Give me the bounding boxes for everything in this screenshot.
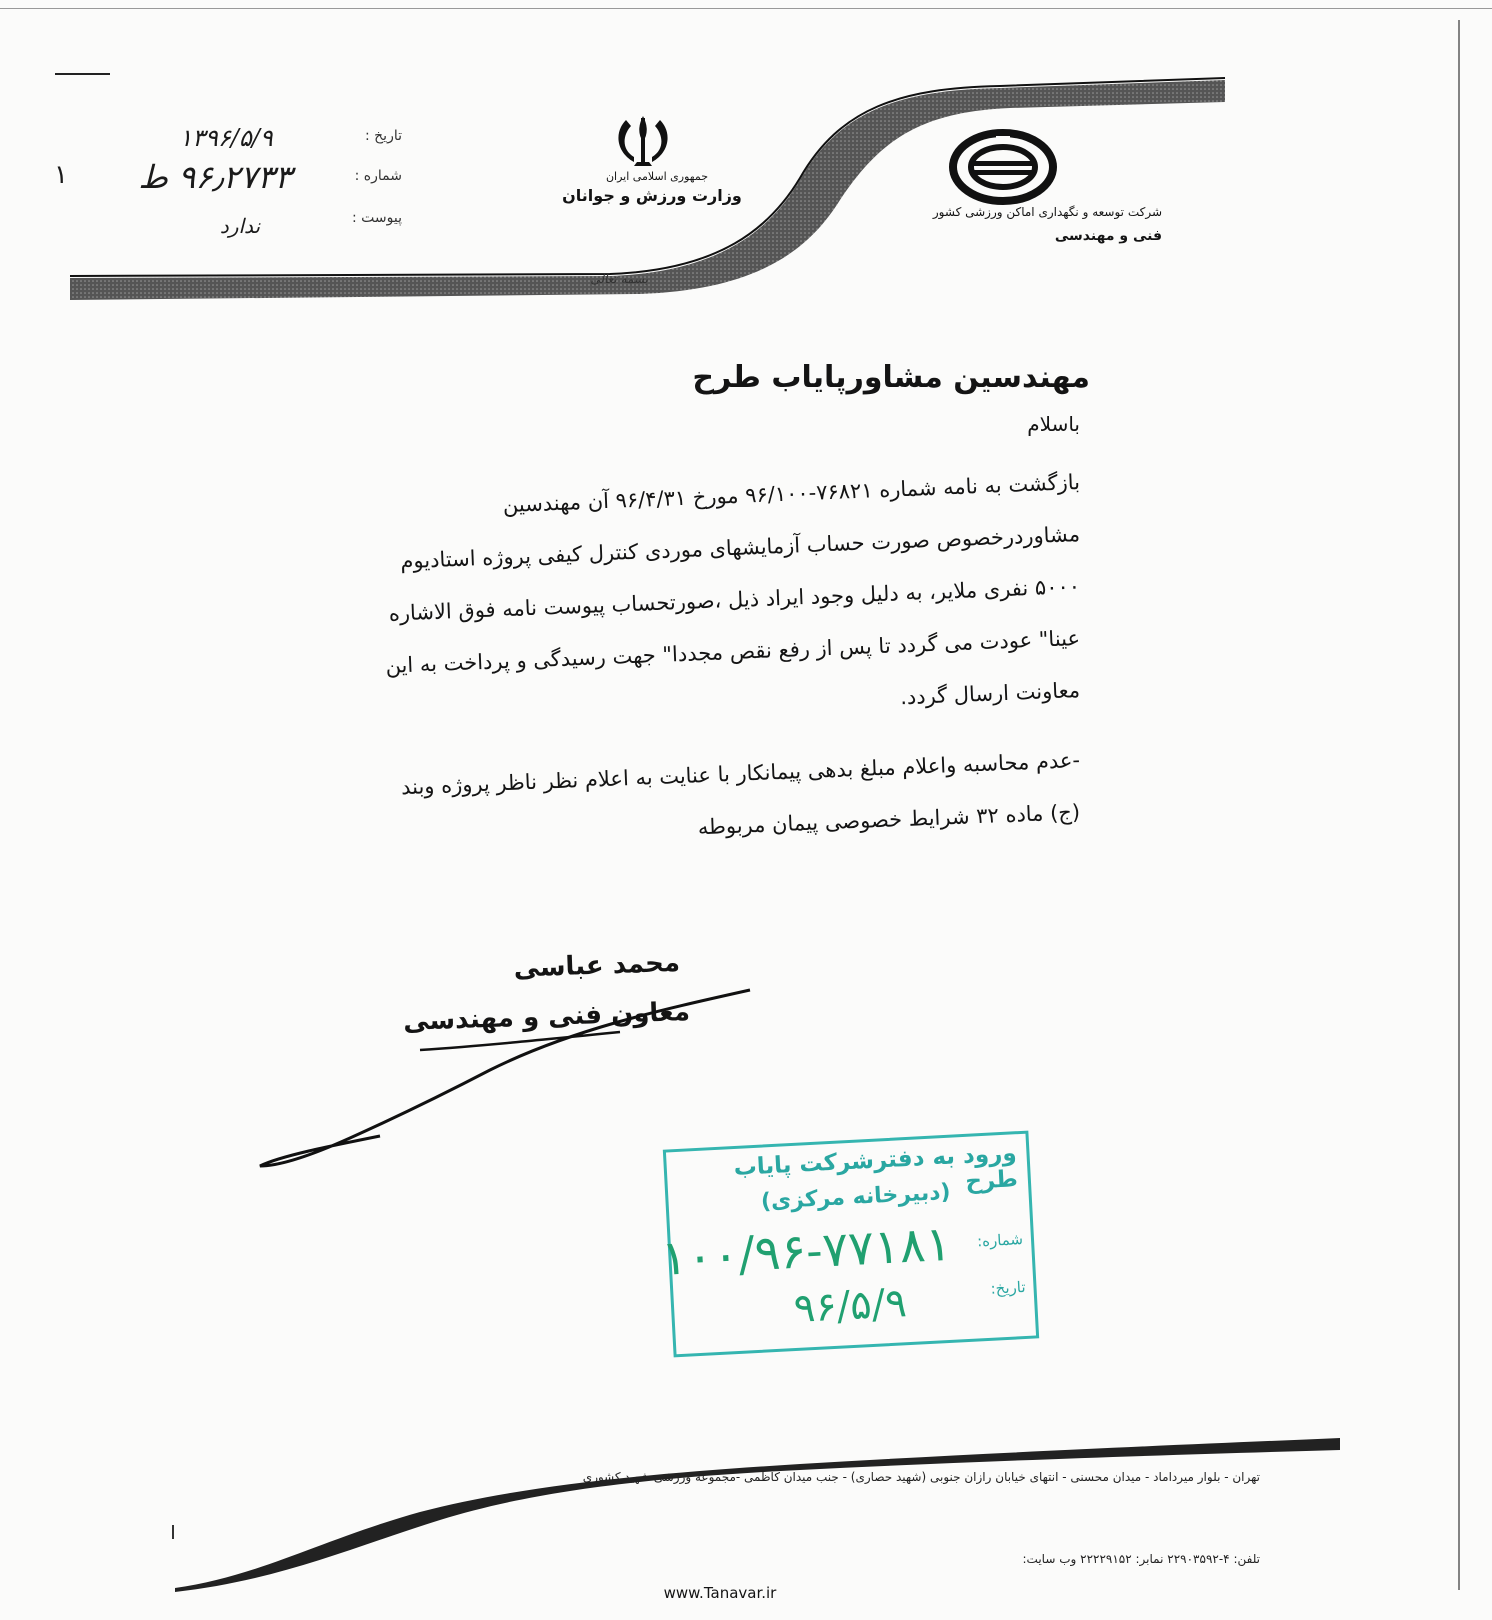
receipt-stamp (659, 1131, 1039, 1358)
signer-title: معاون فنی و مهندسی (402, 996, 691, 1037)
ministry-name: وزارت ورزش و جوانان (562, 186, 742, 205)
stamp-title: ورود به دفترشرکت پایاب طرح (733, 1140, 1019, 1195)
attachment-value: ندارد (219, 214, 261, 238)
footer-website: www.Tanavar.ir (663, 1584, 777, 1602)
footer-address: تهران - بلوار میرداماد - میدان محسنی - انتهای خیابان رازان جنوبی (شهید حصاری) - جنب میدان کاظمی -مجموعه ورزشی شهید کشوری (582, 1470, 1260, 1484)
basmala-text: بسمه تعالی (590, 272, 648, 286)
attachment-label: پیوست : (352, 210, 402, 226)
number-label: شماره : (354, 168, 402, 184)
body-line-3: ۵۰۰۰ نفری ملایر، به دلیل وجود ایراد ذیل ،صورتحساب پیوست نامه فوق الاشاره (388, 574, 1081, 626)
stamp-subtitle: (دبیرخانه مرکزی) (760, 1179, 952, 1215)
date-label: تاریخ : (364, 128, 402, 144)
body-line-2: مشاوردرخصوص صورت حساب آزمایشهای موردی کنترل کیفی پروژه استادیوم (399, 522, 1081, 574)
stamp-date-value: ۹۶/۵/۹ (792, 1280, 908, 1333)
company-name: شرکت توسعه و نگهداری اماکن ورزشی کشور (932, 205, 1162, 219)
stamp-number-value: ۱۰۰/۹۶-۷۷۱۸۱ (659, 1215, 953, 1287)
ministry-country-label: جمهوری اسلامی ایران (605, 170, 709, 183)
date-value: ۱۳۹۶/۵/۹ (179, 124, 273, 152)
footer-tick (172, 1525, 174, 1539)
company-logo-icon (948, 128, 1058, 206)
margin-mark: ۱ (54, 160, 68, 190)
stamp-date-label: تاریخ: (990, 1277, 1026, 1298)
body-line-5: معاونت ارسال گردد. (899, 678, 1081, 710)
body-line-4: عینا" عودت می گردد تا پس از رفع نقص مجددا" جهت رسیدگی و پرداخت به این (385, 626, 1081, 678)
body-line-7: (ج) ماده ۳۲ شرایط خصوصی پیمان مربوطه (697, 800, 1081, 840)
greeting: باسلام (1027, 412, 1080, 436)
iran-emblem-icon (604, 112, 682, 170)
number-value: ۹۶٫۲۷۳۳ ط (138, 158, 292, 196)
signer-name: محمد عباسی (513, 947, 681, 984)
stamp-number-label: شماره: (976, 1230, 1024, 1251)
footer-contact: تلفن: ۴-۲۲۹۰۳۵۹۲ نمابر: ۲۲۲۲۹۱۵۲ وب سایت: (1022, 1552, 1260, 1566)
recipient: مهندسین مشاورپایاب طرح (692, 360, 1090, 395)
body-line-6: -عدم محاسبه واعلام مبلغ بدهی پیمانکار با عنایت به اعلام نظر ناظر پروژه وبند (400, 748, 1081, 800)
company-department: فنی و مهندسی (1054, 228, 1162, 244)
body-line-1: بازگشت به نامه شماره ۷۶۸۲۱-۹۶/۱۰۰ مورخ ۹۶/۴/۳۱ آن مهندسین (502, 470, 1081, 518)
